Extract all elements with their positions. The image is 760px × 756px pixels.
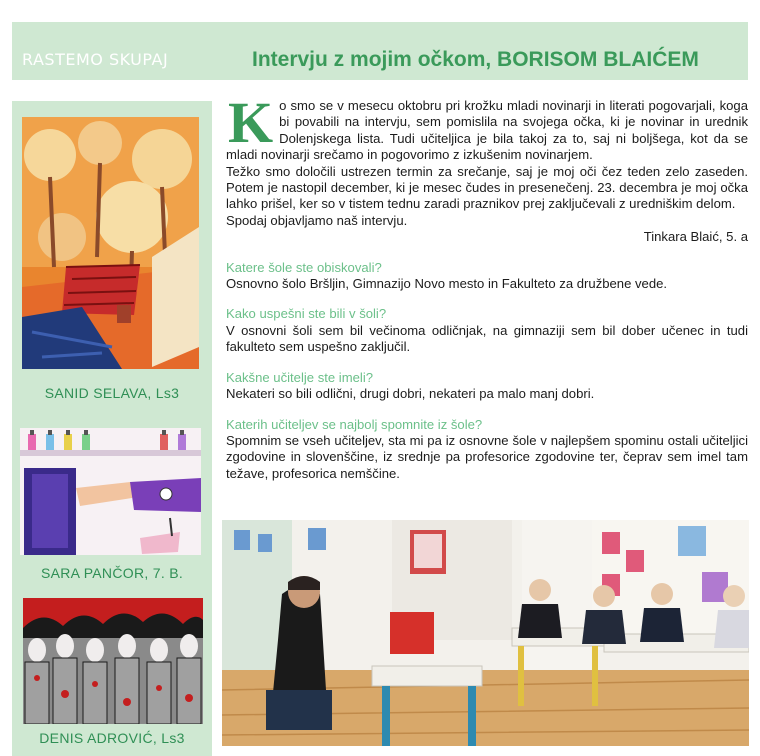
intro-paragraph: o smo se v mesecu oktobru pri krožku mladi novinarji in literati pogovarjali, koga bi povabili na intervju, sem pomislila na svojega očka, ki je novinar in urednik Dolenjskega lista. Tudi učiteljica je bila takoj za to, saj ni boljšega, kot da se mladi novinarji srečamo in pogovorimo z izkušenim novinarjem.: [226, 98, 748, 163]
qa-item: [226, 260, 748, 293]
author-signature: Tinkara Blaić, 5. a: [643, 229, 748, 245]
interview-question: Katerih učiteljev se najbolj spomnite iz šole?: [226, 416, 483, 432]
classroom-photo: [222, 520, 749, 746]
artwork-caption: SANID SELAVA, Ls3: [44, 385, 180, 401]
interview-answer: Spomnim se vseh učiteljev, sta mi pa iz osnovne šole v najlepšem spominu ostali učiteljici zgodovine in slovenščine, iz srednje pa profesorice zgodovine ter, čeprav sem imel tam težave, profesorica nemščine.: [226, 432, 748, 481]
intro-paragraph: Težko smo določili ustrezen termin za srečanje, saj je moj oči čez teden zelo zaseden. Potem je nastopil december, ki je mesec čudes in presenečenj. 23. decembra je moj očka lahko prišel, ker so v tistem tednu zaradi praznikov prej zaključevali z uredniškim delom.: [226, 163, 748, 212]
qa-item: [226, 306, 748, 355]
interview-question: Kako uspešni ste bili v šoli?: [226, 306, 387, 322]
qa-item: [226, 417, 748, 483]
artwork-caption: DENIS ADROVIĆ, Ls3: [39, 730, 185, 746]
artwork-autumn-trees: [22, 117, 199, 369]
interview-question: Katere šole ste obiskovali?: [226, 259, 382, 275]
article-title: Intervju z mojim očkom, BORISOM BLAIĆEM: [252, 48, 699, 71]
article-body: [226, 90, 748, 482]
interview-answer: V osnovni šoli sem bil večinoma odličnjak, na gimnaziji sem bil dober učenec in tudi fakulteto sem uspešno zaključil.: [226, 322, 748, 355]
artwork-crowd: [23, 598, 203, 724]
header-banner: [12, 22, 748, 80]
interview-question: Kakšne učitelje ste imeli?: [226, 369, 374, 385]
artwork-hand-bottles: [20, 428, 201, 555]
drop-cap: K: [228, 90, 274, 155]
intro-paragraph: Spodaj objavljamo naš intervju.: [226, 212, 408, 228]
qa-item: [226, 370, 748, 403]
artwork-caption: SARA PANČOR, 7. B.: [40, 565, 184, 581]
interview-answer: Osnovno šolo Bršljin, Gimnazijo Novo mesto in Fakulteto za družbene vede.: [226, 276, 668, 292]
interview-answer: Nekateri so bili odlični, drugi dobri, nekateri pa malo manj dobri.: [226, 386, 595, 402]
section-tag: RASTEMO SKUPAJ: [22, 50, 169, 69]
